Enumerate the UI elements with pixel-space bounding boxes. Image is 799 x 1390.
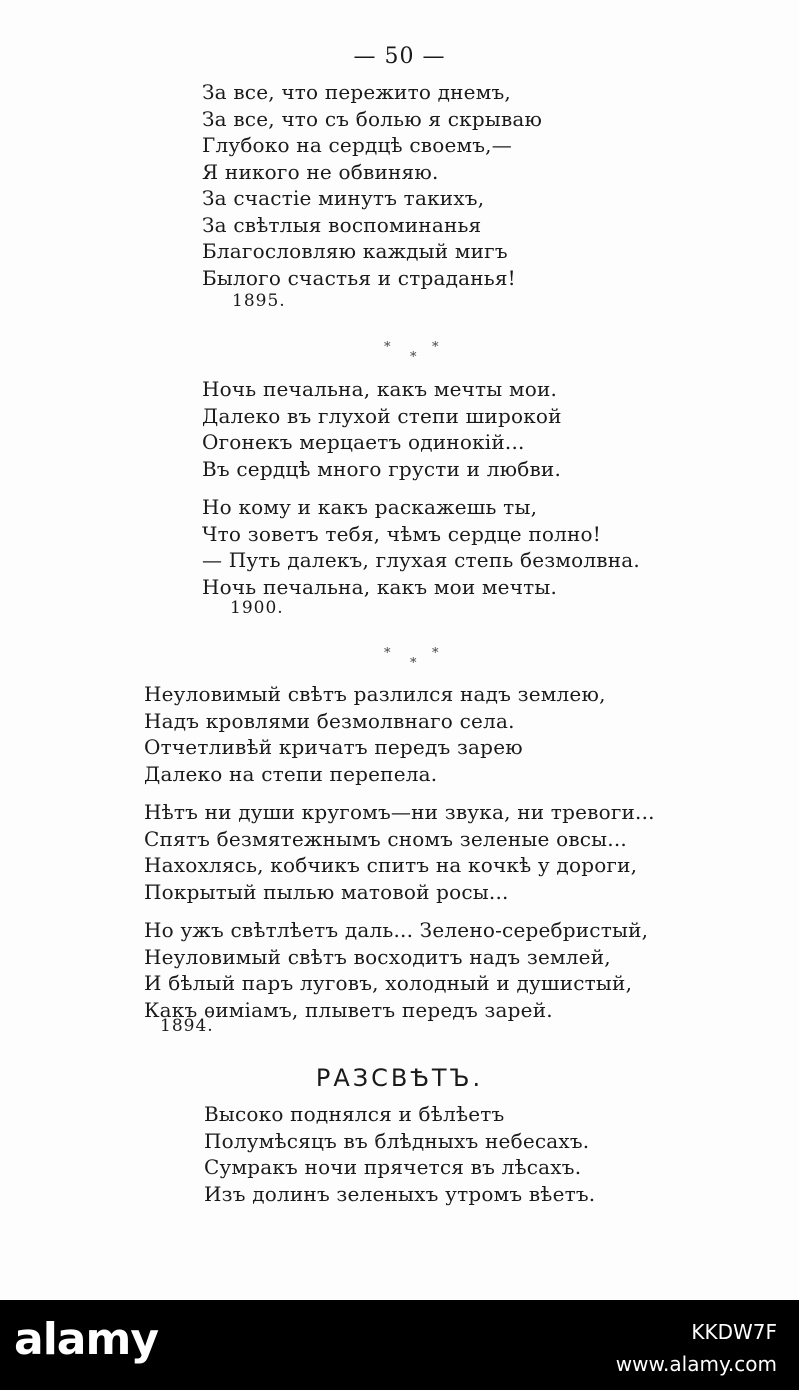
watermark-bar xyxy=(0,1300,799,1390)
verse-line: Сумракъ ночи прячется въ лѣсахъ. xyxy=(204,1155,582,1179)
poem-3-year: 1894. xyxy=(160,1016,214,1036)
verse-line: Огонекъ мерцаетъ одинокій... xyxy=(202,430,525,454)
section-separator: * * * xyxy=(384,646,439,671)
verse-line: Полумѣсяцъ въ блѣдныхъ небесахъ. xyxy=(204,1128,590,1153)
verse-line: Я никого не обвиняю. xyxy=(202,159,439,184)
alamy-logo: alamy xyxy=(14,1314,158,1365)
section-separator: * * * xyxy=(384,340,439,365)
verse-line: Нѣтъ ни души кругомъ—ни звука, ни тревоги... xyxy=(144,800,655,824)
verse-line: Ночь печальна, какъ мои мечты. xyxy=(202,574,558,599)
page-number: — 50 — xyxy=(353,44,446,69)
poem-2-year: 1900. xyxy=(230,598,284,618)
verse-line: За счастіе минутъ такихъ, xyxy=(202,186,485,210)
poem-2 xyxy=(202,376,640,600)
verse-line: Глубоко на сердцѣ своемъ,— xyxy=(202,133,512,157)
verse-line: — Путь далекъ, глухая степь безмолвна. xyxy=(202,548,640,572)
verse-line: Изъ долинъ зеленыхъ утромъ вѣетъ. xyxy=(204,1181,596,1206)
verse-line: Надъ кровлями безмолвнаго села. xyxy=(144,708,515,733)
verse-line: Покрытый пылью матовой росы... xyxy=(144,879,509,904)
verse-line: За свѣтлыя воспоминанья xyxy=(202,212,482,237)
verse-line: За все, что съ болью я скрываю xyxy=(202,106,543,131)
poem-1-year: 1895. xyxy=(232,291,286,311)
image-id: KKDW7F xyxy=(691,1320,777,1344)
verse-line: Неуловимый свѣтъ разлился надъ землею, xyxy=(144,682,606,706)
verse-line: Былого счастья и страданья! xyxy=(202,265,516,290)
verse-line: Отчетливѣй кричатъ передъ зарею xyxy=(144,735,523,759)
verse-line: И бѣлый паръ луговъ, холодный и душистый, xyxy=(144,971,633,995)
site-url: www.alamy.com xyxy=(615,1352,777,1376)
verse-line: Далеко въ глухой степи широкой xyxy=(202,403,562,428)
verse-line: Ночь печальна, какъ мечты мои. xyxy=(202,377,558,401)
verse-line: Далеко на степи перепела. xyxy=(144,761,438,786)
verse-line: За все, что пережито днемъ, xyxy=(202,80,511,104)
verse-line: Что зоветъ тебя, чѣмъ сердце полно! xyxy=(202,521,602,546)
verse-line: Въ сердцѣ много грусти и любви. xyxy=(202,456,562,481)
verse-line: Какъ ѳиміамъ, плыветъ передъ зарей. xyxy=(144,997,553,1022)
poem-1 xyxy=(202,79,542,291)
poem-4 xyxy=(204,1101,595,1207)
verse-line: Неуловимый свѣтъ восходитъ надъ землей, xyxy=(144,944,611,969)
verse-line: Высоко поднялся и бѣлѣетъ xyxy=(204,1102,505,1126)
poem-3 xyxy=(144,681,655,1023)
verse-line: Благословляю каждый мигъ xyxy=(202,239,508,263)
verse-line: Спятъ безмятежнымъ сномъ зеленые овсы... xyxy=(144,826,627,851)
verse-line: Но кому и какъ раскажешь ты, xyxy=(202,495,538,519)
verse-line: Но ужъ свѣтлѣетъ даль... Зелено-серебристый, xyxy=(144,918,649,942)
poem-title: РАЗСВѢТЪ. xyxy=(315,1064,484,1092)
verse-line: Нахохлясь, кобчикъ спитъ на кочкѣ у дороги, xyxy=(144,853,638,877)
